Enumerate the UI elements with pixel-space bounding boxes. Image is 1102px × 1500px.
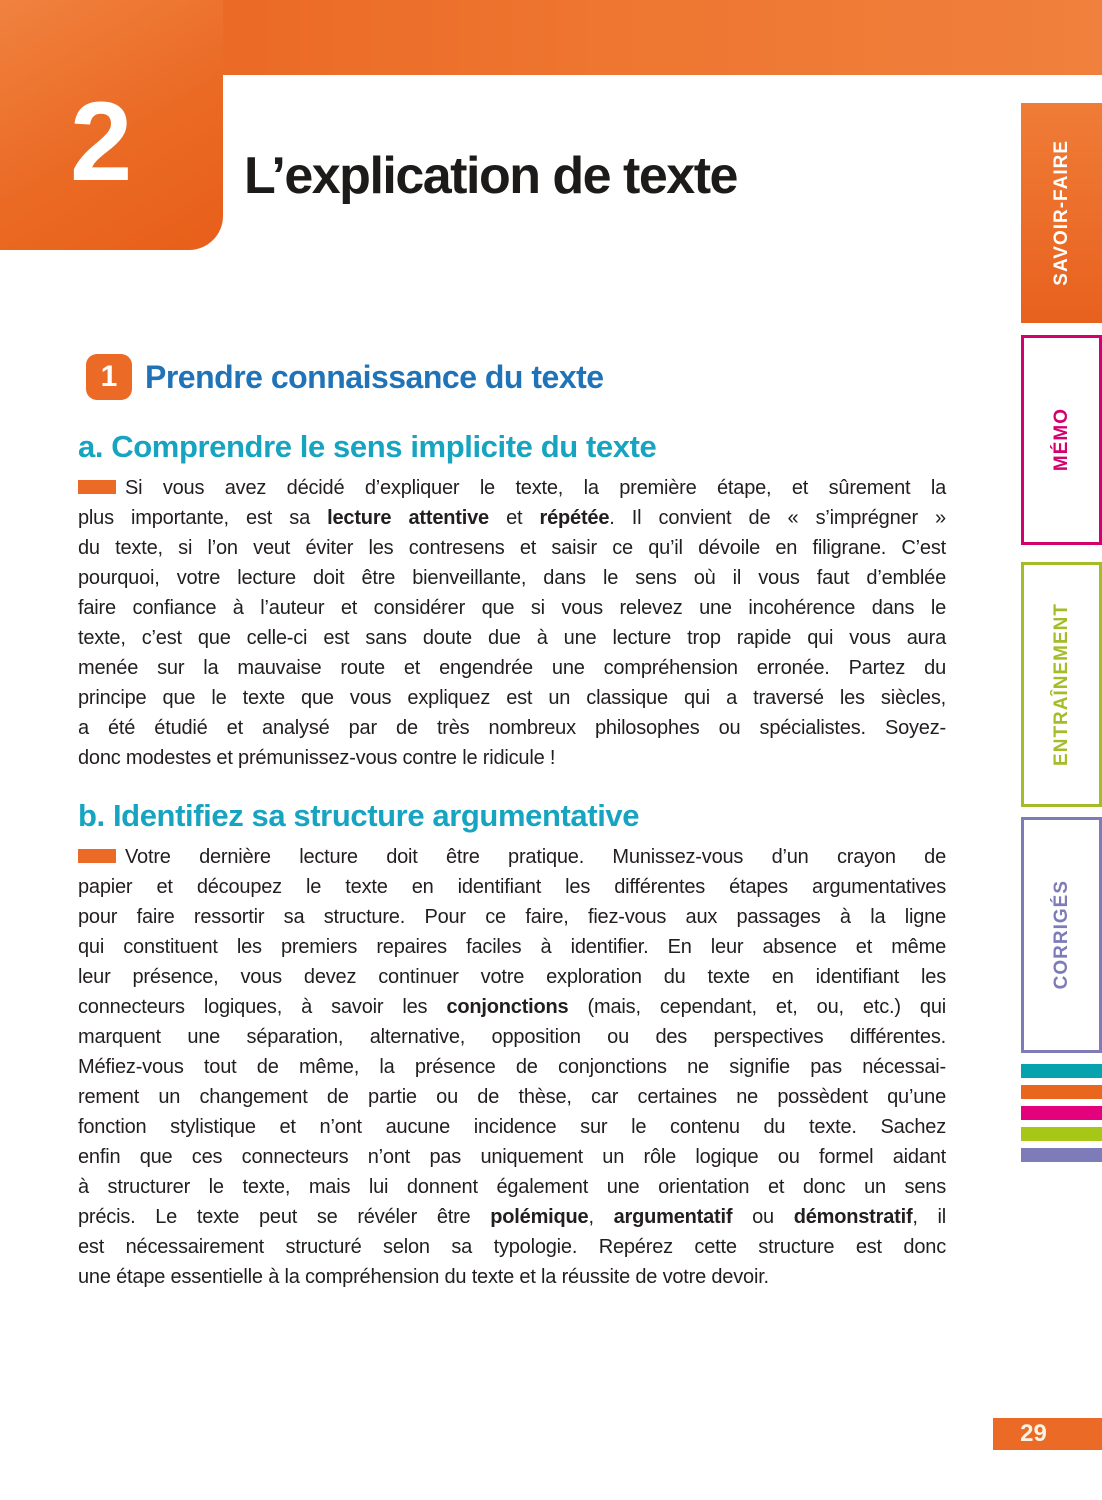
- tab-memo: [1021, 335, 1102, 545]
- paragraph-line: précis. Le texte peut se révéler être polémique, argumentatif ou démonstratif, il: [78, 1206, 947, 1228]
- paragraph-line: Si vous avez décidé d’expliquer le texte, la première étape, et sûrement la: [78, 473, 946, 503]
- tab-entrainement: [1021, 562, 1102, 807]
- color-stripe: [1021, 1148, 1102, 1162]
- paragraph-line: du texte, si l’on veut éviter les contresens et saisir ce qu’il dévoile en filigrane. C’est: [78, 537, 946, 559]
- paragraph-line: principe que le texte que vous expliquez est un classique qui a traversé les siècles,: [78, 687, 946, 709]
- color-stripes: [1021, 1064, 1102, 1169]
- tab-corriges: [1021, 817, 1102, 1053]
- paragraph-line: Votre dernière lecture doit être pratique. Munissez-vous d’un crayon de: [78, 842, 946, 872]
- color-stripe: [1021, 1127, 1102, 1141]
- paragraph-line: rement un changement de partie ou de thèse, car certaines ne possèdent qu’une: [78, 1086, 946, 1108]
- paragraph-line: enfin que ces connecteurs n’ont pas uniquement un rôle logique ou formel aidant: [78, 1146, 946, 1168]
- tab-label: CORRIGÉS: [1050, 880, 1072, 990]
- paragraph-line: faire confiance à l’auteur et considérer que si vous relevez une incohérence dans le: [78, 597, 946, 619]
- paragraph-line: plus importante, est sa lecture attentive et répétée. Il convient de « s’imprégner »: [78, 507, 946, 529]
- tab-label: ENTRAÎNEMENT: [1050, 603, 1072, 766]
- paragraph-line: qui constituent les premiers repaires faciles à identifier. En leur absence et même: [78, 936, 946, 958]
- paragraph-line: Méfiez-vous tout de même, la présence de conjonctions ne signifie pas nécessai-: [78, 1056, 946, 1078]
- color-stripe: [1021, 1085, 1102, 1099]
- paragraph-line: à structurer le texte, mais lui donnent également une orientation et donc un sens: [78, 1176, 946, 1198]
- page-title: L’explication de texte: [244, 147, 737, 205]
- paragraph-line: marquent une séparation, alternative, opposition ou des perspectives différentes.: [78, 1026, 946, 1048]
- paragraph-line: papier et découpez le texte en identifiant les différentes étapes argumentatives: [78, 876, 946, 898]
- color-stripe: [1021, 1106, 1102, 1120]
- tab-label: MÉMO: [1050, 408, 1072, 472]
- paragraph-line: menée sur la mauvaise route et engendrée une compréhension erronée. Partez du: [78, 657, 946, 679]
- tab-savoir-faire: [1021, 103, 1102, 323]
- color-stripe: [1021, 1064, 1102, 1078]
- page-number-footer: [993, 1418, 1102, 1450]
- chapter-number: 2: [70, 79, 133, 204]
- paragraph-line: est nécessairement structuré selon sa typologie. Repérez cette structure est donc: [78, 1236, 946, 1258]
- subsection-a-heading: a. Comprendre le sens implicite du texte: [78, 429, 657, 464]
- paragraph-line: pour faire ressortir sa structure. Pour ce faire, fiez-vous aux passages à la ligne: [78, 906, 946, 928]
- paragraph-line: fonction stylistique et n’ont aucune incidence sur le contenu du texte. Sachez: [78, 1116, 946, 1138]
- section-number-badge: 1: [86, 354, 132, 400]
- page-number: 29: [1020, 1420, 1047, 1447]
- paragraph-line: leur présence, vous devez continuer votre exploration du texte en identifiant les: [78, 966, 946, 988]
- subsection-b-heading: b. Identifiez sa structure argumentative: [78, 798, 640, 833]
- paragraph-line: donc modestes et prémunissez-vous contre le ridicule !: [78, 747, 556, 769]
- paragraph-line: une étape essentielle à la compréhension du texte et la réussite de votre devoir.: [78, 1266, 769, 1288]
- paragraph-line: texte, c’est que celle-ci est sans doute due à une lecture trop rapide qui vous aura: [78, 627, 946, 649]
- paragraph-line: a été étudié et analysé par de très nombreux philosophes ou spécialistes. Soyez-: [78, 717, 946, 739]
- tab-label: SAVOIR-FAIRE: [1050, 140, 1072, 286]
- paragraph-line: pourquoi, votre lecture doit être bienveillante, dans le sens où il vous faut d’emblée: [78, 567, 946, 589]
- section-title: Prendre connaissance du texte: [145, 358, 604, 395]
- paragraph-line: connecteurs logiques, à savoir les conjonctions (mais, cependant, et, ou, etc.) qui: [78, 996, 946, 1018]
